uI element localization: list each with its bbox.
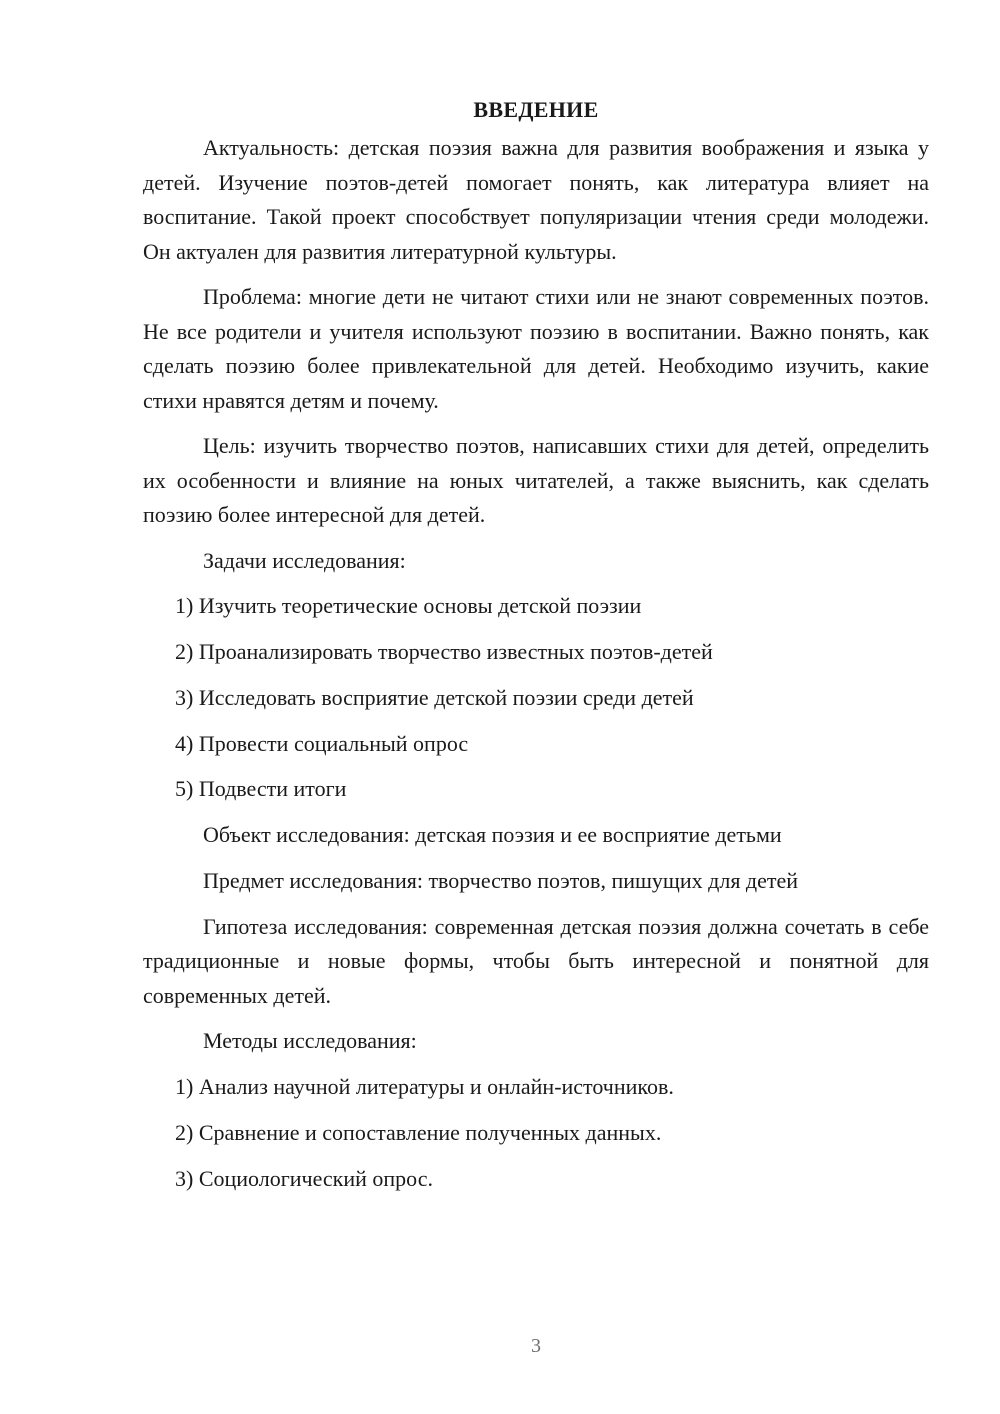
research-object: Объект исследования: детская поэзия и ее восприятие детьми [203,822,782,848]
relevance-paragraph: Актуальность: детская поэзия важна для развития воображения и языка у детей. Изучение поэтов-детей помогает понять, как литература влияет на воспитание. Такой проект способствует популяризации чтения среди молодежи. Он актуален для развития литературной культуры. [143,135,929,264]
method-item: 1) Анализ научной литературы и онлайн-источников. [175,1074,674,1100]
page-number: 3 [531,1335,541,1357]
task-item: 2) Проанализировать творчество известных поэтов-детей [175,639,713,665]
problem-paragraph: Проблема: многие дети не читают стихи или не знают современных поэтов. Не все родители и учителя используют поэзию в воспитании. Важно понять, как сделать поэзию более привлекательной для детей. Необходимо изучить, какие стихи нравятся детям и почему. [143,284,929,413]
task-item: 4) Провести социальный опрос [175,730,469,756]
task-item: 3) Исследовать восприятие детской поэзии среди детей [175,684,694,710]
method-item: 2) Сравнение и сопоставление полученных данных. [175,1119,662,1145]
hypothesis-paragraph: Гипотеза исследования: современная детская поэзия должна сочетать в себе традиционные и новые формы, чтобы быть интересной и понятной для современных детей. [143,913,929,1008]
goal-paragraph: Цель: изучить творчество поэтов, написавших стихи для детей, определить их особенности и влияние на юных читателей, а также выяснить, как сделать поэзию более интересной для детей. [143,433,929,527]
methods-heading: Методы исследования: [203,1028,417,1054]
section-title: ВВЕДЕНИЕ [473,97,599,122]
task-item: 1) Изучить теоретические основы детской поэзии [175,593,642,619]
tasks-heading: Задачи исследования: [203,547,406,573]
method-item: 3) Социологический опрос. [175,1165,433,1191]
task-item: 5) Подвести итоги [175,776,347,802]
research-subject: Предмет исследования: творчество поэтов, пишущих для детей [203,868,799,894]
page-content [143,93,929,1208]
